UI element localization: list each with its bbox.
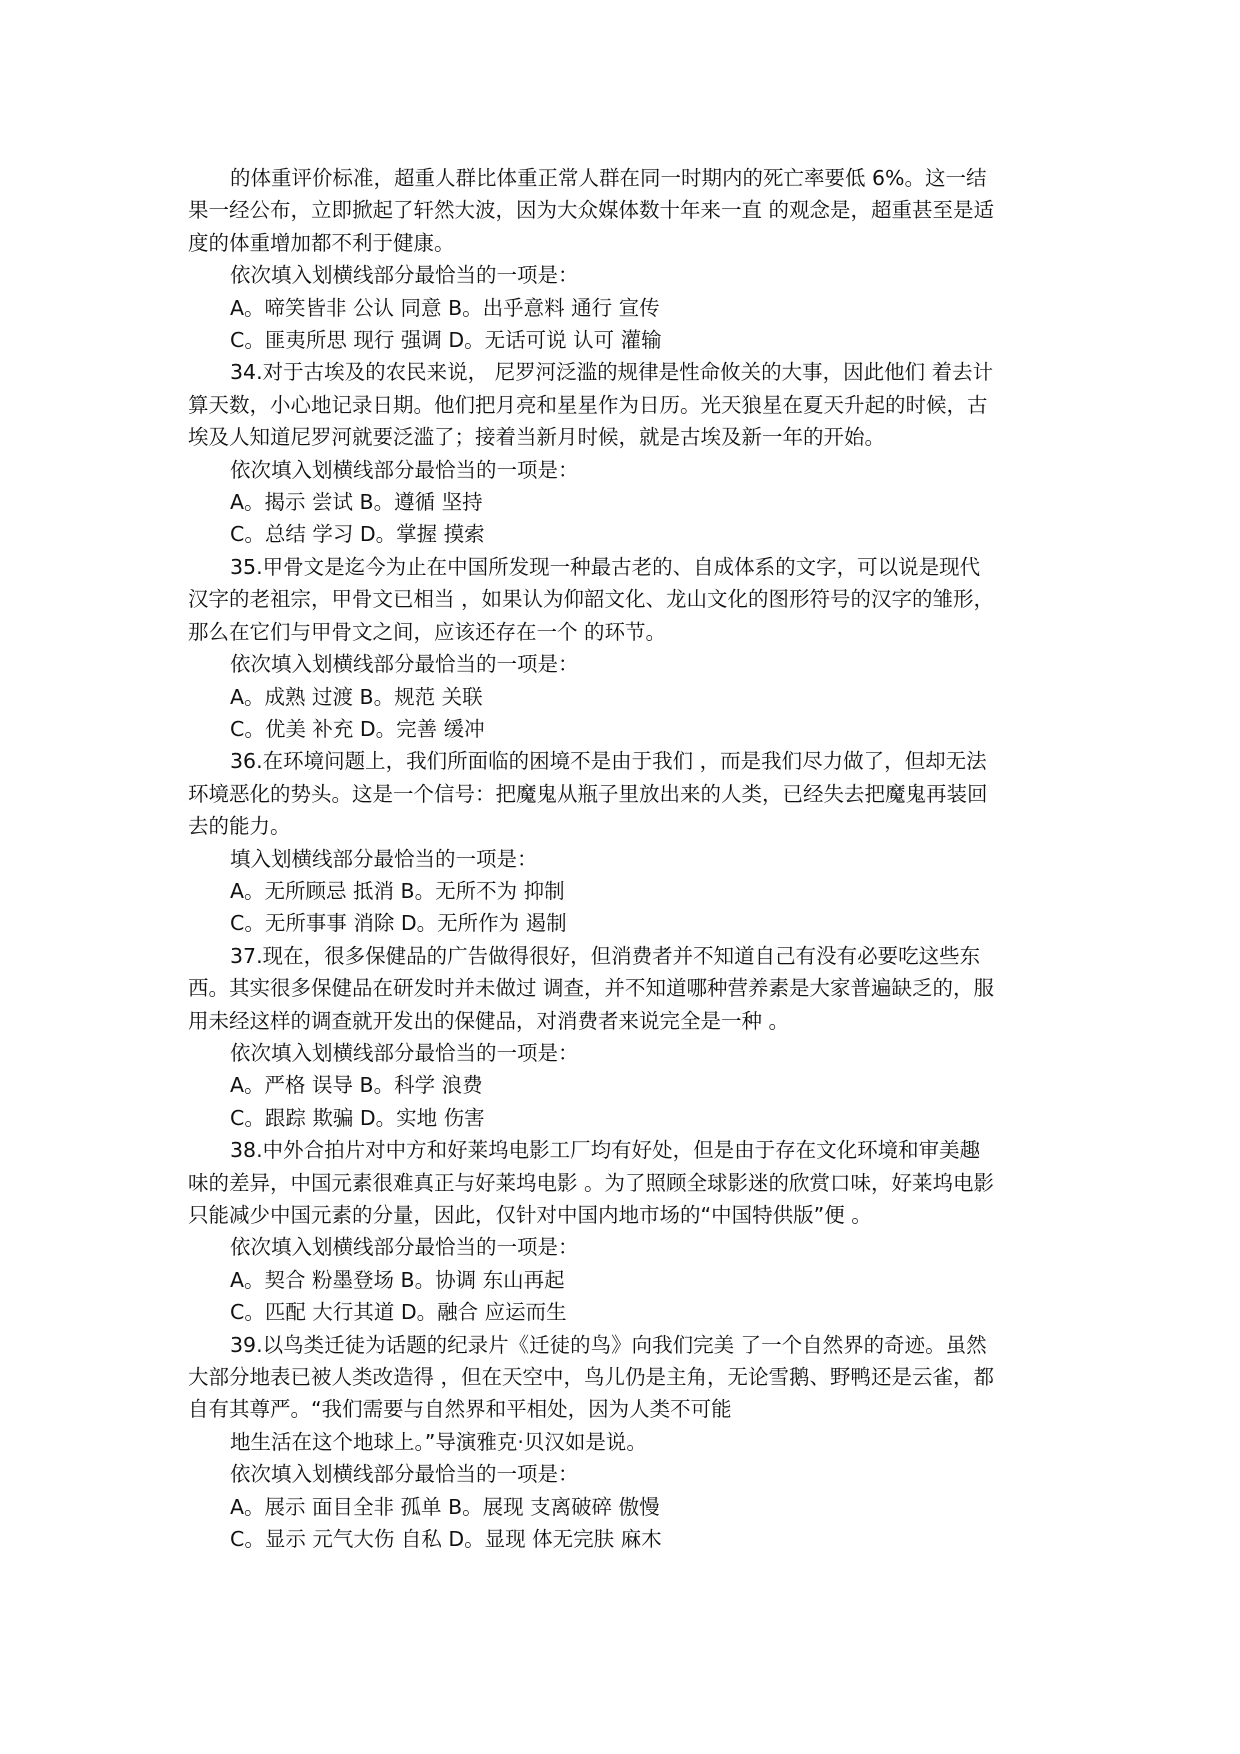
paragraph-line: 度的体重增加都不利于健康。 <box>188 230 455 255</box>
option-line: 依次填入划横线部分最恰当的一项是： <box>230 1040 579 1065</box>
option-line: 依次填入划横线部分最恰当的一项是： <box>230 1462 579 1487</box>
question-paragraph <box>188 1134 1068 1231</box>
question-paragraph <box>188 356 1068 453</box>
option-line: C。跟踪 欺骗 D。实地 伤害 <box>230 1105 485 1130</box>
paragraph-line: 只能减少中国元素的分量，因此，仅针对中国内地市场的“中国特供版”便 。 <box>188 1203 872 1227</box>
paragraph-line: 35.甲骨文是迄今为止在中国所发现一种最古老的、自成体系的文字，可以说是现代 <box>230 554 981 579</box>
option-line: C。匪夷所思 现行 强调 D。无话可说 认可 灌输 <box>230 328 662 353</box>
paragraph-line: 用未经这样的调查就开发出的保健品，对消费者来说完全是一种 。 <box>188 1008 790 1033</box>
paragraph-line: 埃及人知道尼罗河就要泛滥了；接着当新月时候，就是古埃及新一年的开始。 <box>188 425 885 450</box>
question-paragraph <box>188 745 1068 842</box>
option-line: A。契合 粉墨登场 B。协调 东山再起 <box>230 1267 565 1292</box>
option-line: A。揭示 尝试 B。遵循 坚持 <box>230 490 483 515</box>
option-line: A。无所顾忌 抵消 B。无所不为 抑制 <box>230 878 565 903</box>
question-paragraph <box>188 940 1068 1037</box>
option-line: 地生活在这个地球上。”导演雅克·贝汉如是说。 <box>230 1429 647 1454</box>
paragraph-line: 37.现在，很多保健品的广告做得很好，但消费者并不知道自己有没有必要吃这些东 <box>230 943 981 968</box>
option-line: C。无所事事 消除 D。无所作为 遏制 <box>230 911 567 936</box>
paragraph-line: 去的能力。 <box>188 814 291 839</box>
paragraph-line: 的体重评价标准，超重人群比体重正常人群在同一时期内的死亡率要低 6%。这一结 <box>230 166 987 190</box>
paragraph-line: 果一经公布，立即掀起了轩然大波，因为大众媒体数十年来一直 的观念是，超重甚至是适 <box>188 198 995 223</box>
paragraph-line: 36.在环境问题上，我们所面临的困境不是由于我们 ，而是我们尽力做了，但却无法 <box>230 749 987 774</box>
paragraph-line: 38.中外合拍片对中方和好莱坞电影工厂均有好处，但是由于存在文化环境和审美趣 <box>230 1138 981 1163</box>
option-line: A。啼笑皆非 公认 同意 B。出乎意料 通行 宣传 <box>230 295 660 320</box>
option-line: A。成熟 过渡 B。规范 关联 <box>230 684 483 709</box>
paragraph-line: 34.对于古埃及的农民来说， 尼罗河泛滥的规律是性命攸关的大事，因此他们 着去计 <box>230 360 994 385</box>
paragraph-line: 算天数，小心地记录日期。他们把月亮和星星作为日历。光天狼星在夏天升起的时候，古 <box>188 392 988 417</box>
paragraph-line: 39.以鸟类迁徒为话题的纪录片《迁徒的鸟》向我们完美 了一个自然界的奇迹。虽然 <box>230 1332 987 1357</box>
option-line: C。匹配 大行其道 D。融合 应运而生 <box>230 1300 567 1325</box>
paragraph-line: 那么在它们与甲骨文之间，应该还存在一个 的环节。 <box>188 619 667 644</box>
option-line: 填入划横线部分最恰当的一项是： <box>230 846 538 871</box>
option-line: 依次填入划横线部分最恰当的一项是： <box>230 652 579 677</box>
paragraph-line: 西。其实很多保健品在研发时并未做过 调查，并不知道哪种营养素是大家普遍缺乏的，服 <box>188 976 995 1001</box>
question-paragraph <box>188 1329 1068 1426</box>
paragraph-line: 味的差异，中国元素很难真正与好莱坞电影 。为了照顾全球影迷的欣赏口味，好莱坞电影 <box>188 1170 995 1195</box>
paragraph-line: 自有其尊严。“我们需要与自然界和平相处，因为人类不可能 <box>188 1397 732 1422</box>
option-line: A。严格 误导 B。科学 浪费 <box>230 1073 483 1098</box>
option-line: A。展示 面目全非 孤单 B。展现 支离破碎 傲慢 <box>230 1494 660 1519</box>
question-paragraph <box>188 162 1068 259</box>
question-paragraph <box>188 551 1068 648</box>
option-line: 依次填入划横线部分最恰当的一项是： <box>230 263 579 288</box>
option-line: C。总结 学习 D。掌握 摸索 <box>230 522 485 547</box>
paragraph-line: 汉字的老祖宗，甲骨文已相当 ，如果认为仰韶文化、龙山文化的图形符号的汉字的雏形， <box>188 587 995 612</box>
option-line: C。优美 补充 D。完善 缓冲 <box>230 716 485 741</box>
document-page <box>188 162 1068 1555</box>
paragraph-line: 环境恶化的势头。这是一个信号：把魔鬼从瓶子里放出来的人类，已经失去把魔鬼再装回 <box>188 781 988 806</box>
option-line: 依次填入划横线部分最恰当的一项是： <box>230 457 579 482</box>
paragraph-line: 大部分地表已被人类改造得 ，但在天空中，鸟儿仍是主角，无论雪鹅、野鸭还是云雀，都 <box>188 1365 995 1390</box>
option-line: C。显示 元气大伤 自私 D。显现 体无完肤 麻木 <box>230 1527 662 1552</box>
option-line: 依次填入划横线部分最恰当的一项是： <box>230 1235 579 1260</box>
